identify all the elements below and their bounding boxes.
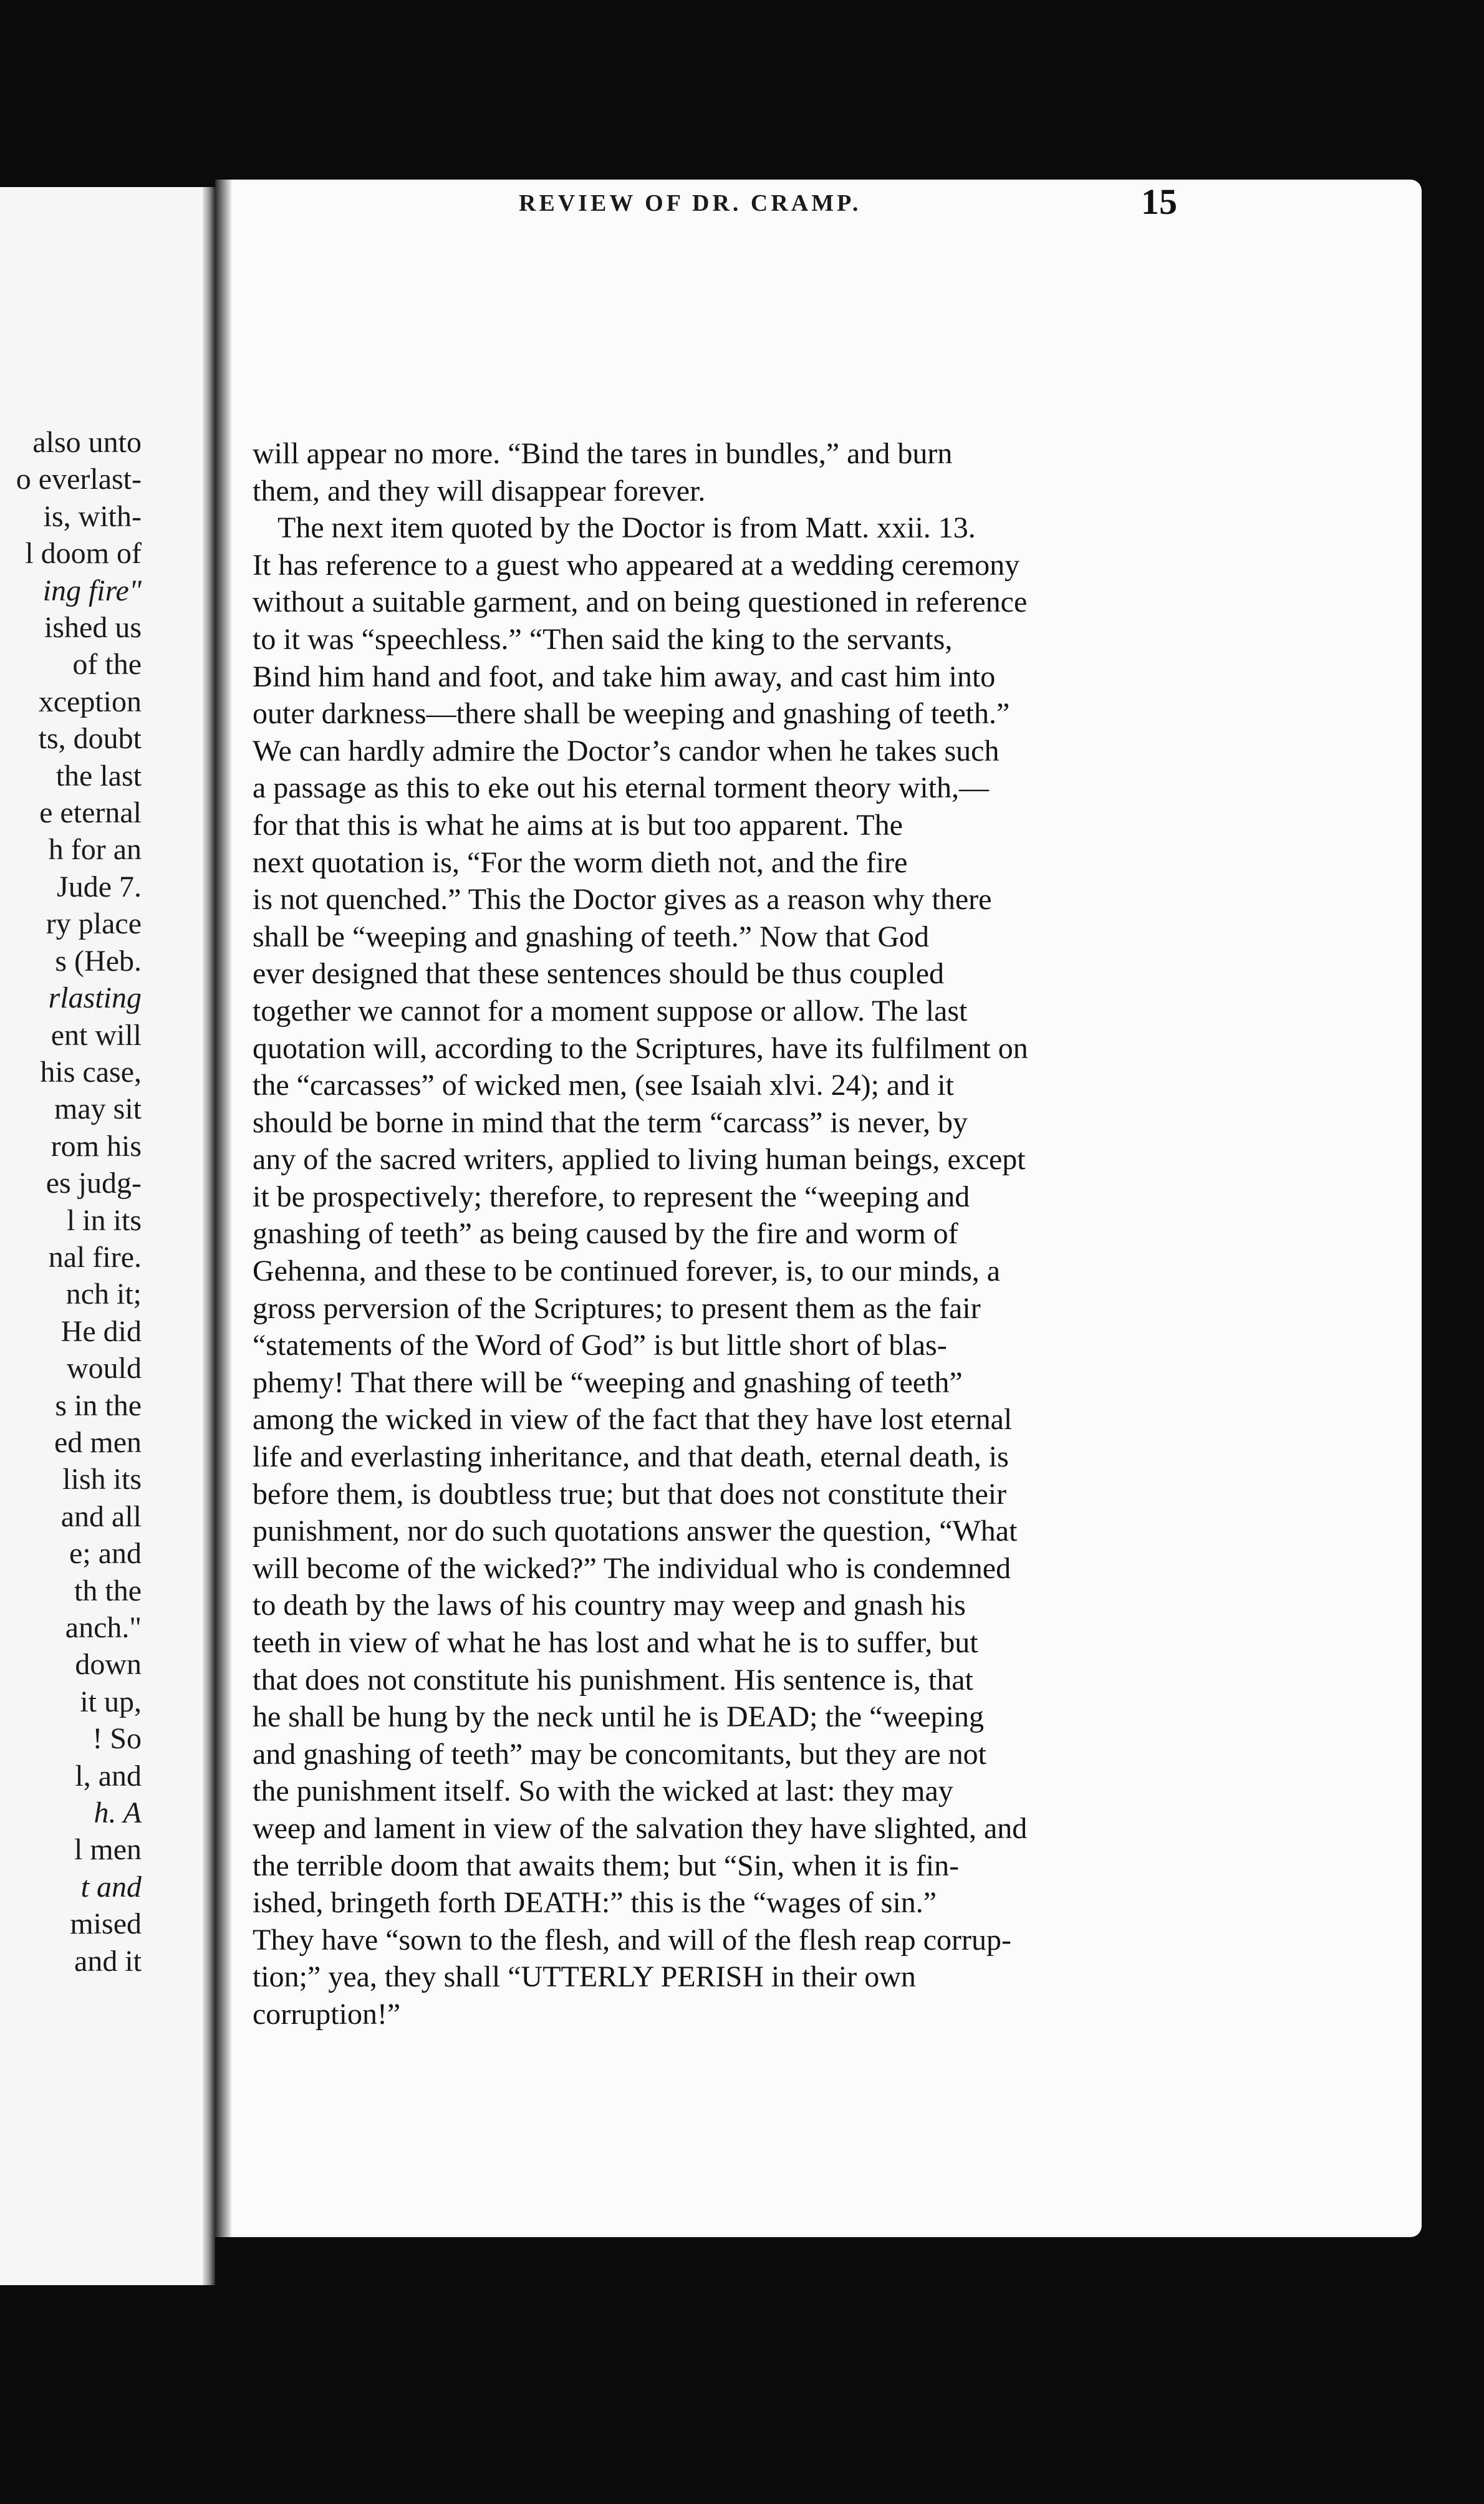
left-line: down xyxy=(75,1648,142,1682)
left-page-text xyxy=(0,424,142,1980)
text-line: without a suitable garment, and on being questioned in reference xyxy=(253,585,1028,619)
text-line: will become of the wicked?” The individual who is condemned xyxy=(253,1551,1011,1585)
text-line: We can hardly admire the Doctor’s candor when he takes such xyxy=(253,734,1000,768)
left-line: e eternal xyxy=(39,796,142,830)
left-line: He did xyxy=(60,1314,142,1348)
text-line: It has reference to a guest who appeared at a wedding ceremony xyxy=(253,548,1020,582)
text-line: life and everlasting inheritance, and that death, eternal death, is xyxy=(253,1440,1009,1474)
text-line: quotation will, according to the Scriptures, have its fulfilment on xyxy=(253,1031,1028,1065)
text-line: punishment, nor do such quotations answer the question, “What xyxy=(253,1514,1018,1548)
text-line: ished, bringeth forth DEATH:” this is the “wages of sin.” xyxy=(253,1886,937,1920)
left-line: ished us xyxy=(44,611,142,645)
text-line: phemy! That there will be “weeping and gnashing of teeth” xyxy=(253,1365,963,1399)
left-line: e; and xyxy=(69,1537,142,1571)
left-line: l, and xyxy=(75,1759,142,1793)
text-line: should be borne in mind that the term “carcass” is never, by xyxy=(253,1105,968,1139)
running-head xyxy=(293,181,1191,231)
page-fold xyxy=(203,187,215,2285)
book-spine-shadow xyxy=(215,180,231,2237)
text-line: will appear no more. “Bind the tares in bundles,” and burn xyxy=(253,437,953,470)
left-line: Jude 7. xyxy=(57,870,142,903)
left-line: may sit xyxy=(54,1092,142,1126)
text-line: The next item quoted by the Doctor is from Matt. xxii. 13. xyxy=(277,511,976,545)
left-line: l doom of xyxy=(25,537,142,571)
text-line: weep and lament in view of the salvation they have slighted, and xyxy=(253,1811,1028,1845)
text-line: Bind him hand and foot, and take him away, and cast him into xyxy=(253,660,996,693)
text-line: the “carcasses” of wicked men, (see Isaiah xlvi. 24); and it xyxy=(253,1069,954,1102)
text-line: the terrible doom that awaits them; but “Sin, when it is fin- xyxy=(253,1849,960,1882)
text-line: to it was “speechless.” “Then said the king to the servants, xyxy=(253,622,953,656)
left-line: the last xyxy=(55,759,142,792)
left-line: anch." xyxy=(65,1611,142,1644)
left-line: h for an xyxy=(48,833,142,867)
left-line: nch it; xyxy=(65,1278,142,1311)
text-line: gnashing of teeth” as being caused by the fire and worm of xyxy=(253,1217,958,1251)
text-line: a passage as this to eke out his eternal torment theory with,— xyxy=(253,771,990,805)
text-line: Gehenna, and these to be continued forever, is, to our minds, a xyxy=(253,1254,1001,1288)
left-line: ! So xyxy=(92,1722,142,1756)
text-line: and gnashing of teeth” may be concomitants, but they are not xyxy=(253,1737,986,1771)
text-line: tion;” yea, they shall “UTTERLY PERISH in their own xyxy=(253,1960,916,1994)
left-line: ed men xyxy=(54,1425,142,1459)
text-line: They have “sown to the flesh, and will of the flesh reap corrup- xyxy=(253,1923,1011,1957)
left-line: is, with- xyxy=(43,499,142,533)
page-number: 15 xyxy=(1141,181,1177,222)
text-line: together we cannot for a moment suppose or allow. The last xyxy=(253,994,968,1028)
left-line: and all xyxy=(60,1500,142,1533)
text-line: them, and they will disappear forever. xyxy=(253,474,706,508)
text-line: corruption!” xyxy=(253,1997,401,2031)
text-line: outer darkness—there shall be weeping and gnashing of teeth.” xyxy=(253,697,1010,731)
text-line: shall be “weeping and gnashing of teeth.” Now that God xyxy=(253,920,930,953)
left-line: s in the xyxy=(55,1389,142,1422)
text-line: any of the sacred writers, applied to living human beings, except xyxy=(253,1143,1026,1177)
text-line: gross perversion of the Scriptures; to present them as the fair xyxy=(253,1291,981,1325)
left-line: ent will xyxy=(51,1018,142,1052)
left-line: ing fire" xyxy=(42,574,142,607)
left-line: it up, xyxy=(80,1685,142,1718)
left-line: h. A xyxy=(94,1796,142,1830)
left-line: also unto xyxy=(32,426,142,459)
running-title: REVIEW OF DR. CRAMP. xyxy=(519,190,862,216)
left-line: t and xyxy=(80,1870,142,1904)
left-line: l in its xyxy=(66,1203,142,1237)
left-line: th the xyxy=(74,1574,142,1607)
text-line: before them, is doubtless true; but that does not constitute their xyxy=(253,1477,1007,1511)
text-line: the punishment itself. So with the wicked at last: they may xyxy=(253,1774,953,1808)
left-page xyxy=(0,187,215,2285)
left-line: l men xyxy=(74,1833,142,1867)
left-line: mised xyxy=(70,1907,142,1941)
left-line: rom his xyxy=(51,1129,142,1163)
text-line: “statements of the Word of God” is but little short of blas- xyxy=(253,1329,947,1362)
left-line: s (Heb. xyxy=(55,944,142,978)
text-line: ever designed that these sentences should be thus coupled xyxy=(253,957,945,991)
text-line: to death by the laws of his country may weep and gnash his xyxy=(253,1589,966,1622)
text-line: is not quenched.” This the Doctor gives as a reason why there xyxy=(253,883,992,917)
body-text xyxy=(253,435,1175,2033)
left-line: nal fire. xyxy=(48,1240,142,1274)
left-line: of the xyxy=(72,648,142,681)
left-line: and it xyxy=(74,1944,142,1978)
left-line: ry place xyxy=(46,907,142,941)
text-line: that does not constitute his punishment. His sentence is, that xyxy=(253,1663,973,1697)
text-line: teeth in view of what he has lost and what he is to suffer, but xyxy=(253,1626,978,1659)
left-line: his case, xyxy=(40,1055,142,1089)
left-line: xception xyxy=(38,685,142,718)
text-line: it be prospectively; therefore, to represent the “weeping and xyxy=(253,1180,970,1213)
left-line: ts, doubt xyxy=(38,722,142,756)
left-line: lish its xyxy=(62,1463,142,1496)
left-line: o everlast- xyxy=(16,463,142,496)
text-line: next quotation is, “For the worm dieth not, and the fire xyxy=(253,845,908,879)
text-line: he shall be hung by the neck until he is DEAD; the “weeping xyxy=(253,1700,985,1734)
text-line: among the wicked in view of the fact that they have lost eternal xyxy=(253,1403,1013,1437)
left-line: es judg- xyxy=(46,1167,142,1200)
left-line: would xyxy=(67,1352,142,1385)
text-line: for that this is what he aims at is but too apparent. The xyxy=(253,808,903,842)
left-line: rlasting xyxy=(48,981,142,1015)
